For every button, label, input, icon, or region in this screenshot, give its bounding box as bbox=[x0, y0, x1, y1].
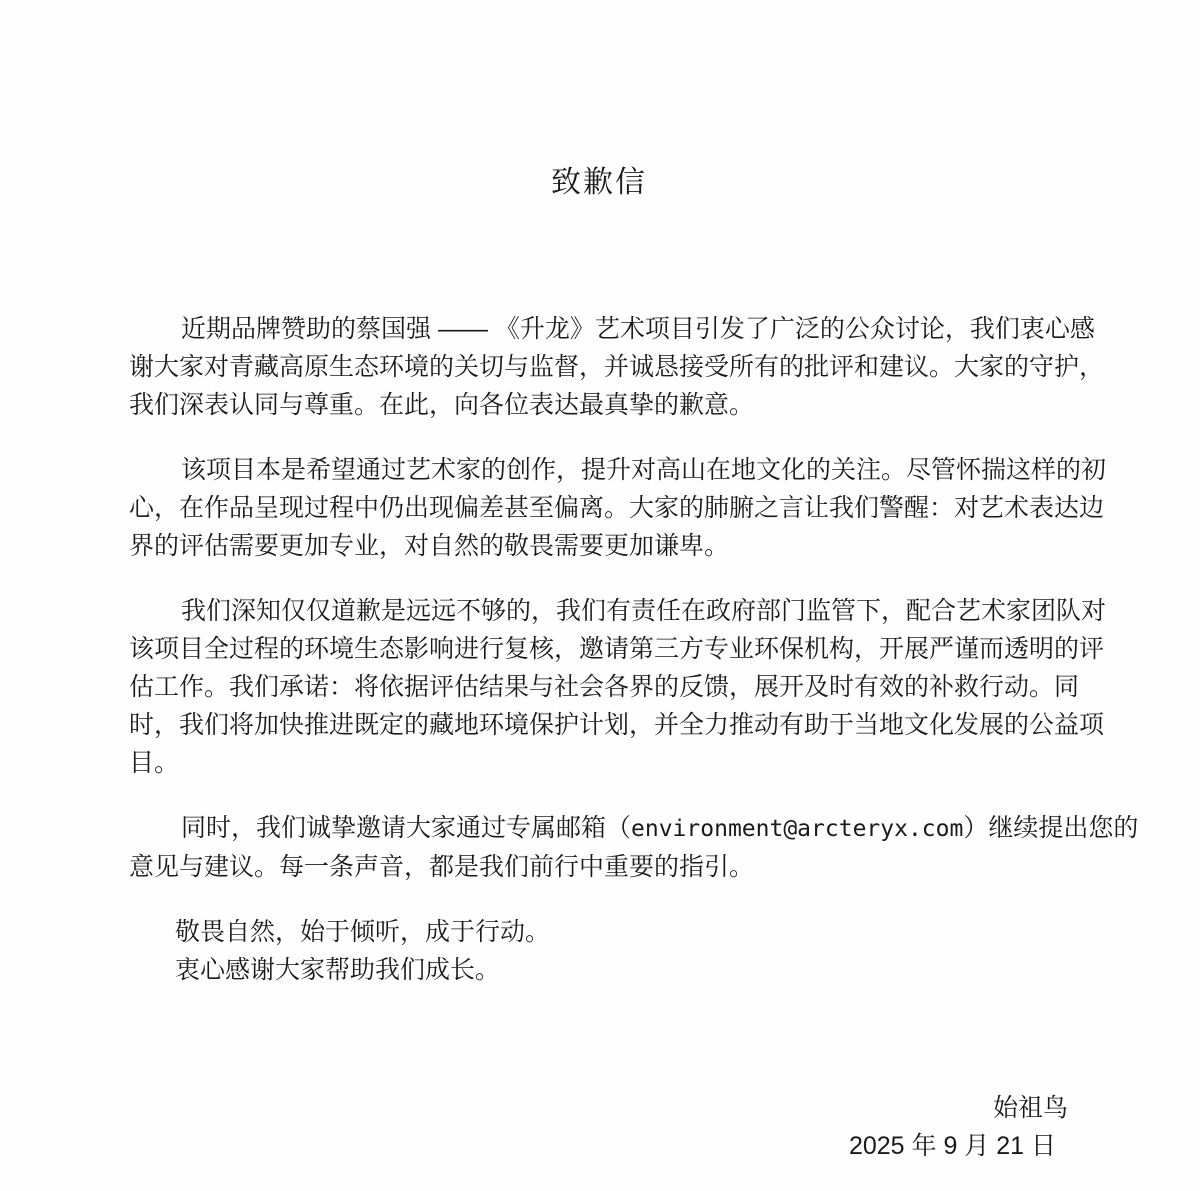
text-line bbox=[129, 809, 1139, 848]
text-line: 意见与建议。每一条声音，都是我们前行中重要的指引。 bbox=[129, 853, 755, 881]
email-line-prefix: 同时，我们诚挚邀请大家通过专属邮箱（ bbox=[181, 814, 632, 842]
signature-block bbox=[129, 1089, 1069, 1165]
email-address: environment@arcteryx.com bbox=[631, 816, 964, 842]
text-line: 目。 bbox=[129, 749, 180, 777]
closing-line: 敬畏自然，始于倾听，成于行动。 bbox=[175, 918, 551, 946]
paragraph-1 bbox=[129, 310, 1105, 424]
text-line: 心，在作品呈现过程中仍出现偏差甚至偏离。大家的肺腑之言让我们警醒：对艺术表达边 bbox=[129, 494, 1105, 522]
closing-paragraph bbox=[129, 913, 1069, 989]
text-line: 估工作。我们承诺：将依据评估结果与社会各界的反馈，展开及时有效的补救行动。同 bbox=[129, 673, 1080, 701]
text-line: 该项目本是希望通过艺术家的创作，提升对高山在地文化的关注。尽管怀揣这样的初 bbox=[181, 456, 1107, 484]
letter-body bbox=[129, 310, 1139, 989]
signature-name: 始祖鸟 bbox=[992, 1094, 1068, 1122]
email-line-suffix: ）继续提出您的 bbox=[963, 814, 1139, 842]
letter-title: 致歉信 bbox=[551, 166, 647, 199]
paragraph-3 bbox=[129, 592, 1107, 782]
signature-date: 2025 年 9 月 21 日 bbox=[848, 1132, 1056, 1160]
text-line: 谢大家对青藏高原生态环境的关切与监督，并诚恳接受所有的批评和建议。大家的守护， bbox=[129, 353, 1105, 381]
paragraph-2 bbox=[129, 451, 1107, 565]
text-line: 我们深知仅仅道歉是远远不够的，我们有责任在政府部门监管下，配合艺术家团队对 bbox=[181, 597, 1107, 625]
text-line: 近期品牌赞助的蔡国强 —— 《升龙》艺术项目引发了广泛的公众讨论，我们衷心感 bbox=[181, 315, 1095, 343]
text-line: 界的评估需要更加专业，对自然的敬畏需要更加谦卑。 bbox=[129, 532, 730, 560]
text-line: 我们深表认同与尊重。在此，向各位表达最真挚的歉意。 bbox=[129, 391, 755, 419]
text-line: 该项目全过程的环境生态影响进行复核，邀请第三方专业环保机构，开展严谨而透明的评 bbox=[129, 635, 1105, 663]
paragraph-4-email bbox=[129, 809, 1139, 886]
text-line: 时，我们将加快推进既定的藏地环境保护计划，并全力推动有助于当地文化发展的公益项 bbox=[129, 711, 1105, 739]
closing-line: 衷心感谢大家帮助我们成长。 bbox=[175, 956, 501, 984]
